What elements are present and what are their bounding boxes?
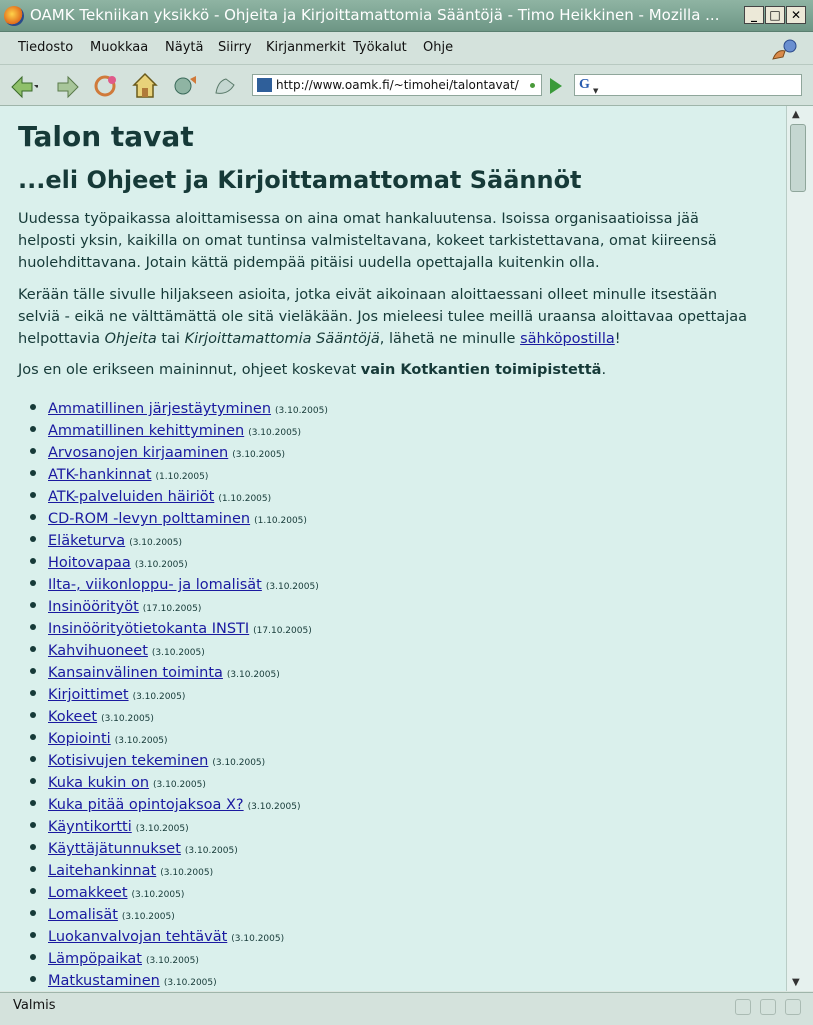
bullet-icon: [30, 492, 36, 498]
bullet-icon: [30, 888, 36, 894]
bullet-icon: [30, 954, 36, 960]
site-favicon: [257, 78, 272, 92]
vertical-scrollbar[interactable]: [786, 106, 813, 991]
topic-date: (3.10.2005): [151, 648, 205, 658]
list-item: [30, 508, 328, 530]
list-item: [30, 640, 328, 662]
list-item: [30, 530, 328, 552]
topic-date: (17.10.2005): [253, 626, 312, 636]
menu-tiedosto[interactable]: Tiedosto: [18, 40, 74, 55]
menu-siirry[interactable]: Siirry: [218, 40, 252, 55]
bullet-icon: [30, 756, 36, 762]
bullet-icon: [30, 602, 36, 608]
list-item: [30, 948, 328, 970]
list-item: [30, 596, 328, 618]
topic-link[interactable]: ATK-hankinnat: [48, 467, 152, 483]
list-item: [30, 464, 328, 486]
google-icon[interactable]: G: [579, 77, 590, 92]
topic-link[interactable]: Ammatillinen järjestäytyminen: [48, 401, 272, 417]
list-item: [30, 772, 328, 794]
list-item: [30, 904, 328, 926]
topic-link[interactable]: Laitehankinnat: [48, 863, 157, 879]
topic-date: (3.10.2005): [129, 538, 183, 548]
topic-date: (3.10.2005): [163, 978, 217, 988]
list-item: [30, 574, 328, 596]
topic-link[interactable]: Arvosanojen kirjaaminen: [48, 445, 229, 461]
topic-date: (3.10.2005): [153, 780, 206, 790]
page-title: Talon tavat: [18, 120, 194, 153]
list-item: [30, 398, 328, 420]
list-item: [30, 442, 328, 464]
bullet-icon: [30, 822, 36, 828]
topic-date: (3.10.2005): [275, 406, 328, 416]
list-item: [30, 662, 328, 684]
topic-link[interactable]: Luokanvalvojan tehtävät: [48, 929, 228, 945]
scope-period: .: [601, 362, 607, 378]
topic-date: (3.10.2005): [232, 450, 286, 460]
close-button[interactable]: ✕: [786, 6, 806, 24]
request-text-2: tai: [156, 331, 185, 347]
bullet-icon: [30, 404, 36, 410]
list-item: [30, 816, 328, 838]
list-item: [30, 420, 328, 442]
list-item: [30, 926, 328, 948]
reload-icon[interactable]: [90, 71, 120, 99]
list-item: [30, 728, 328, 750]
bullet-icon: [30, 646, 36, 652]
bullet-icon: [30, 668, 36, 674]
list-item: [30, 882, 328, 904]
menu-kirjanmerkit[interactable]: Kirjanmerkit: [266, 40, 346, 55]
bullet-icon: [30, 514, 36, 520]
topic-link[interactable]: CD-ROM -levyn polttaminen: [48, 511, 251, 527]
bullet-icon: [30, 844, 36, 850]
topic-link[interactable]: Lomalisät: [48, 907, 118, 923]
throbber-icon: [769, 37, 799, 63]
topic-link[interactable]: Matkustaminen: [48, 973, 160, 989]
bullet-icon: [30, 470, 36, 476]
topic-link[interactable]: Lomakkeet: [48, 885, 128, 901]
topic-link[interactable]: Kotisivujen tekeminen: [48, 753, 209, 769]
list-item: [30, 838, 328, 860]
topic-date: (3.10.2005): [226, 670, 280, 680]
bullet-icon: [30, 690, 36, 696]
topic-link[interactable]: Kahvihuoneet: [48, 643, 148, 659]
topic-link[interactable]: Kokeet: [48, 709, 98, 725]
popup-icon[interactable]: [760, 999, 776, 1015]
topic-date: (1.10.2005): [218, 494, 272, 504]
topic-link[interactable]: Hoitovapaa: [48, 555, 131, 571]
forward-icon[interactable]: [52, 71, 82, 99]
status-bar: [0, 992, 813, 1025]
window-title: OAMK Tekniikan yksikkö - Ohjeita ja Kirjoittamattomia Sääntöjä - Timo Heikkinen - Mozilla ...: [30, 6, 720, 24]
bullet-icon: [30, 448, 36, 454]
topic-date: (3.10.2005): [184, 846, 238, 856]
spider-icon[interactable]: [785, 999, 801, 1015]
topic-date: (3.10.2005): [146, 956, 199, 966]
minimize-button[interactable]: _: [744, 6, 764, 24]
lock-icon: [735, 999, 751, 1015]
page-content: [0, 106, 786, 991]
request-em-saannot: Kirjoittamattomia Sääntöjä: [184, 331, 380, 347]
home-icon[interactable]: [130, 71, 160, 99]
bullet-icon: [30, 734, 36, 740]
request-em-ohjeita: Ohjeita: [104, 331, 157, 347]
list-item: [30, 684, 328, 706]
bullet-icon: [30, 624, 36, 630]
topic-date: (3.10.2005): [247, 802, 301, 812]
scroll-thumb[interactable]: [790, 124, 806, 192]
url-text[interactable]: http://www.oamk.fi/~timohei/talontavat/: [276, 78, 519, 92]
scope-paragraph: [18, 359, 758, 381]
topic-date: (3.10.2005): [132, 692, 186, 702]
topic-date: (3.10.2005): [101, 714, 154, 724]
topic-link[interactable]: Lämpöpaikat: [48, 951, 142, 967]
topic-list: [30, 398, 328, 991]
topic-date: (17.10.2005): [142, 604, 202, 614]
topic-date: (3.10.2005): [248, 428, 302, 438]
address-bar[interactable]: [252, 74, 542, 96]
dropdown-dot-icon[interactable]: [530, 83, 535, 88]
bullet-icon: [30, 558, 36, 564]
menu-ohje[interactable]: Ohje: [423, 40, 454, 55]
bullet-icon: [30, 800, 36, 806]
list-item: [30, 970, 328, 991]
bullet-icon: [30, 426, 36, 432]
scope-text: Jos en ole erikseen maininnut, ohjeet koskevat: [18, 362, 361, 378]
list-item: [30, 618, 328, 640]
print-icon[interactable]: [210, 71, 240, 99]
topic-link[interactable]: Eläketurva: [48, 533, 126, 549]
topic-link[interactable]: Käyttäjätunnukset: [48, 841, 181, 857]
list-item: [30, 794, 328, 816]
topic-date: (3.10.2005): [134, 560, 188, 570]
scroll-down-icon[interactable]: ▼: [792, 977, 800, 988]
topic-date: (3.10.2005): [121, 912, 175, 922]
topic-link[interactable]: Kirjoittimet: [48, 687, 129, 703]
request-text-4: !: [614, 331, 621, 347]
bullet-icon: [30, 778, 36, 784]
status-text: Valmis: [13, 998, 56, 1013]
topic-date: (3.10.2005): [114, 736, 168, 746]
topic-date: (3.10.2005): [231, 934, 285, 944]
list-item: [30, 486, 328, 508]
bullet-icon: [30, 712, 36, 718]
back-icon[interactable]: [8, 71, 38, 99]
bullet-icon: [30, 866, 36, 872]
bullet-icon: [30, 976, 36, 982]
topic-link[interactable]: ATK-palveluiden häiriöt: [48, 489, 215, 505]
topic-date: (3.10.2005): [265, 582, 319, 592]
topic-link[interactable]: Ammatillinen kehittyminen: [48, 423, 245, 439]
topic-link[interactable]: Käyntikortti: [48, 819, 132, 835]
menu-bar: [0, 32, 813, 65]
topic-link[interactable]: Kuka pitää opintojaksoa X?: [48, 797, 244, 813]
topic-link[interactable]: Insinöörityöt: [48, 599, 139, 615]
bullet-icon: [30, 536, 36, 542]
title-bar: [0, 0, 813, 32]
request-text-3: , lähetä ne minulle: [379, 331, 521, 347]
menu-muokkaa[interactable]: Muokkaa: [90, 40, 149, 55]
scroll-up-icon[interactable]: ▲: [792, 109, 800, 120]
search-box[interactable]: [574, 74, 802, 96]
topic-date: (3.10.2005): [135, 824, 189, 834]
menu-tyokalut[interactable]: Työkalut: [353, 40, 407, 55]
menu-nayta[interactable]: Näytä: [165, 40, 204, 55]
list-item: [30, 552, 328, 574]
topic-link[interactable]: Insinöörityötietokanta INSTI: [48, 621, 250, 637]
list-item: [30, 750, 328, 772]
maximize-button[interactable]: □: [765, 6, 785, 24]
topic-link[interactable]: Ilta-, viikonloppu- ja lomalisät: [48, 577, 262, 593]
go-button[interactable]: [550, 78, 562, 94]
request-paragraph: [18, 284, 758, 350]
email-link[interactable]: sähköpostilla: [520, 331, 615, 347]
topic-link[interactable]: Kansainvälinen toiminta: [48, 665, 223, 681]
topic-date: (3.10.2005): [212, 758, 266, 768]
search-engine-dropdown-icon[interactable]: ▼: [593, 87, 599, 95]
topic-date: (3.10.2005): [131, 890, 185, 900]
topic-date: (1.10.2005): [155, 472, 209, 482]
topic-date: (1.10.2005): [254, 516, 307, 526]
request-text-1: Kerään tälle sivulle hiljakseen asioita, jotka eivät aikoinaan aloittaessani olleet minulle itsestään selviä - eikä ne välttämättä ole sitä vieläkään. Jos mieleesi tulee meillä uraansa aloittavaa opettajaa helpottavia: [18, 287, 748, 347]
topic-link[interactable]: Kopiointi: [48, 731, 111, 747]
list-item: [30, 706, 328, 728]
stop-icon[interactable]: [170, 71, 200, 99]
firefox-icon: [4, 6, 24, 26]
bullet-icon: [30, 932, 36, 938]
list-item: [30, 860, 328, 882]
bullet-icon: [30, 910, 36, 916]
intro-paragraph: Uudessa työpaikassa aloittamisessa on aina omat hankaluutensa. Isoissa organisaatioissa jää helposti yksin, kaikilla on omat tuntinsa valmisteltavana, kokeet tarkistettavana, omat kiireensä huolehdittavana. Jotain kättä pidempää pitäisi uudella opettajalla kuitenkin olla.: [18, 211, 717, 271]
bullet-icon: [30, 580, 36, 586]
scope-location: vain Kotkantien toimipistettä: [360, 362, 602, 378]
topic-date: (3.10.2005): [160, 868, 214, 878]
topic-link[interactable]: Kuka kukin on: [48, 775, 150, 791]
page-subtitle: ...eli Ohjeet ja Kirjoittamattomat Säännöt: [18, 166, 582, 194]
